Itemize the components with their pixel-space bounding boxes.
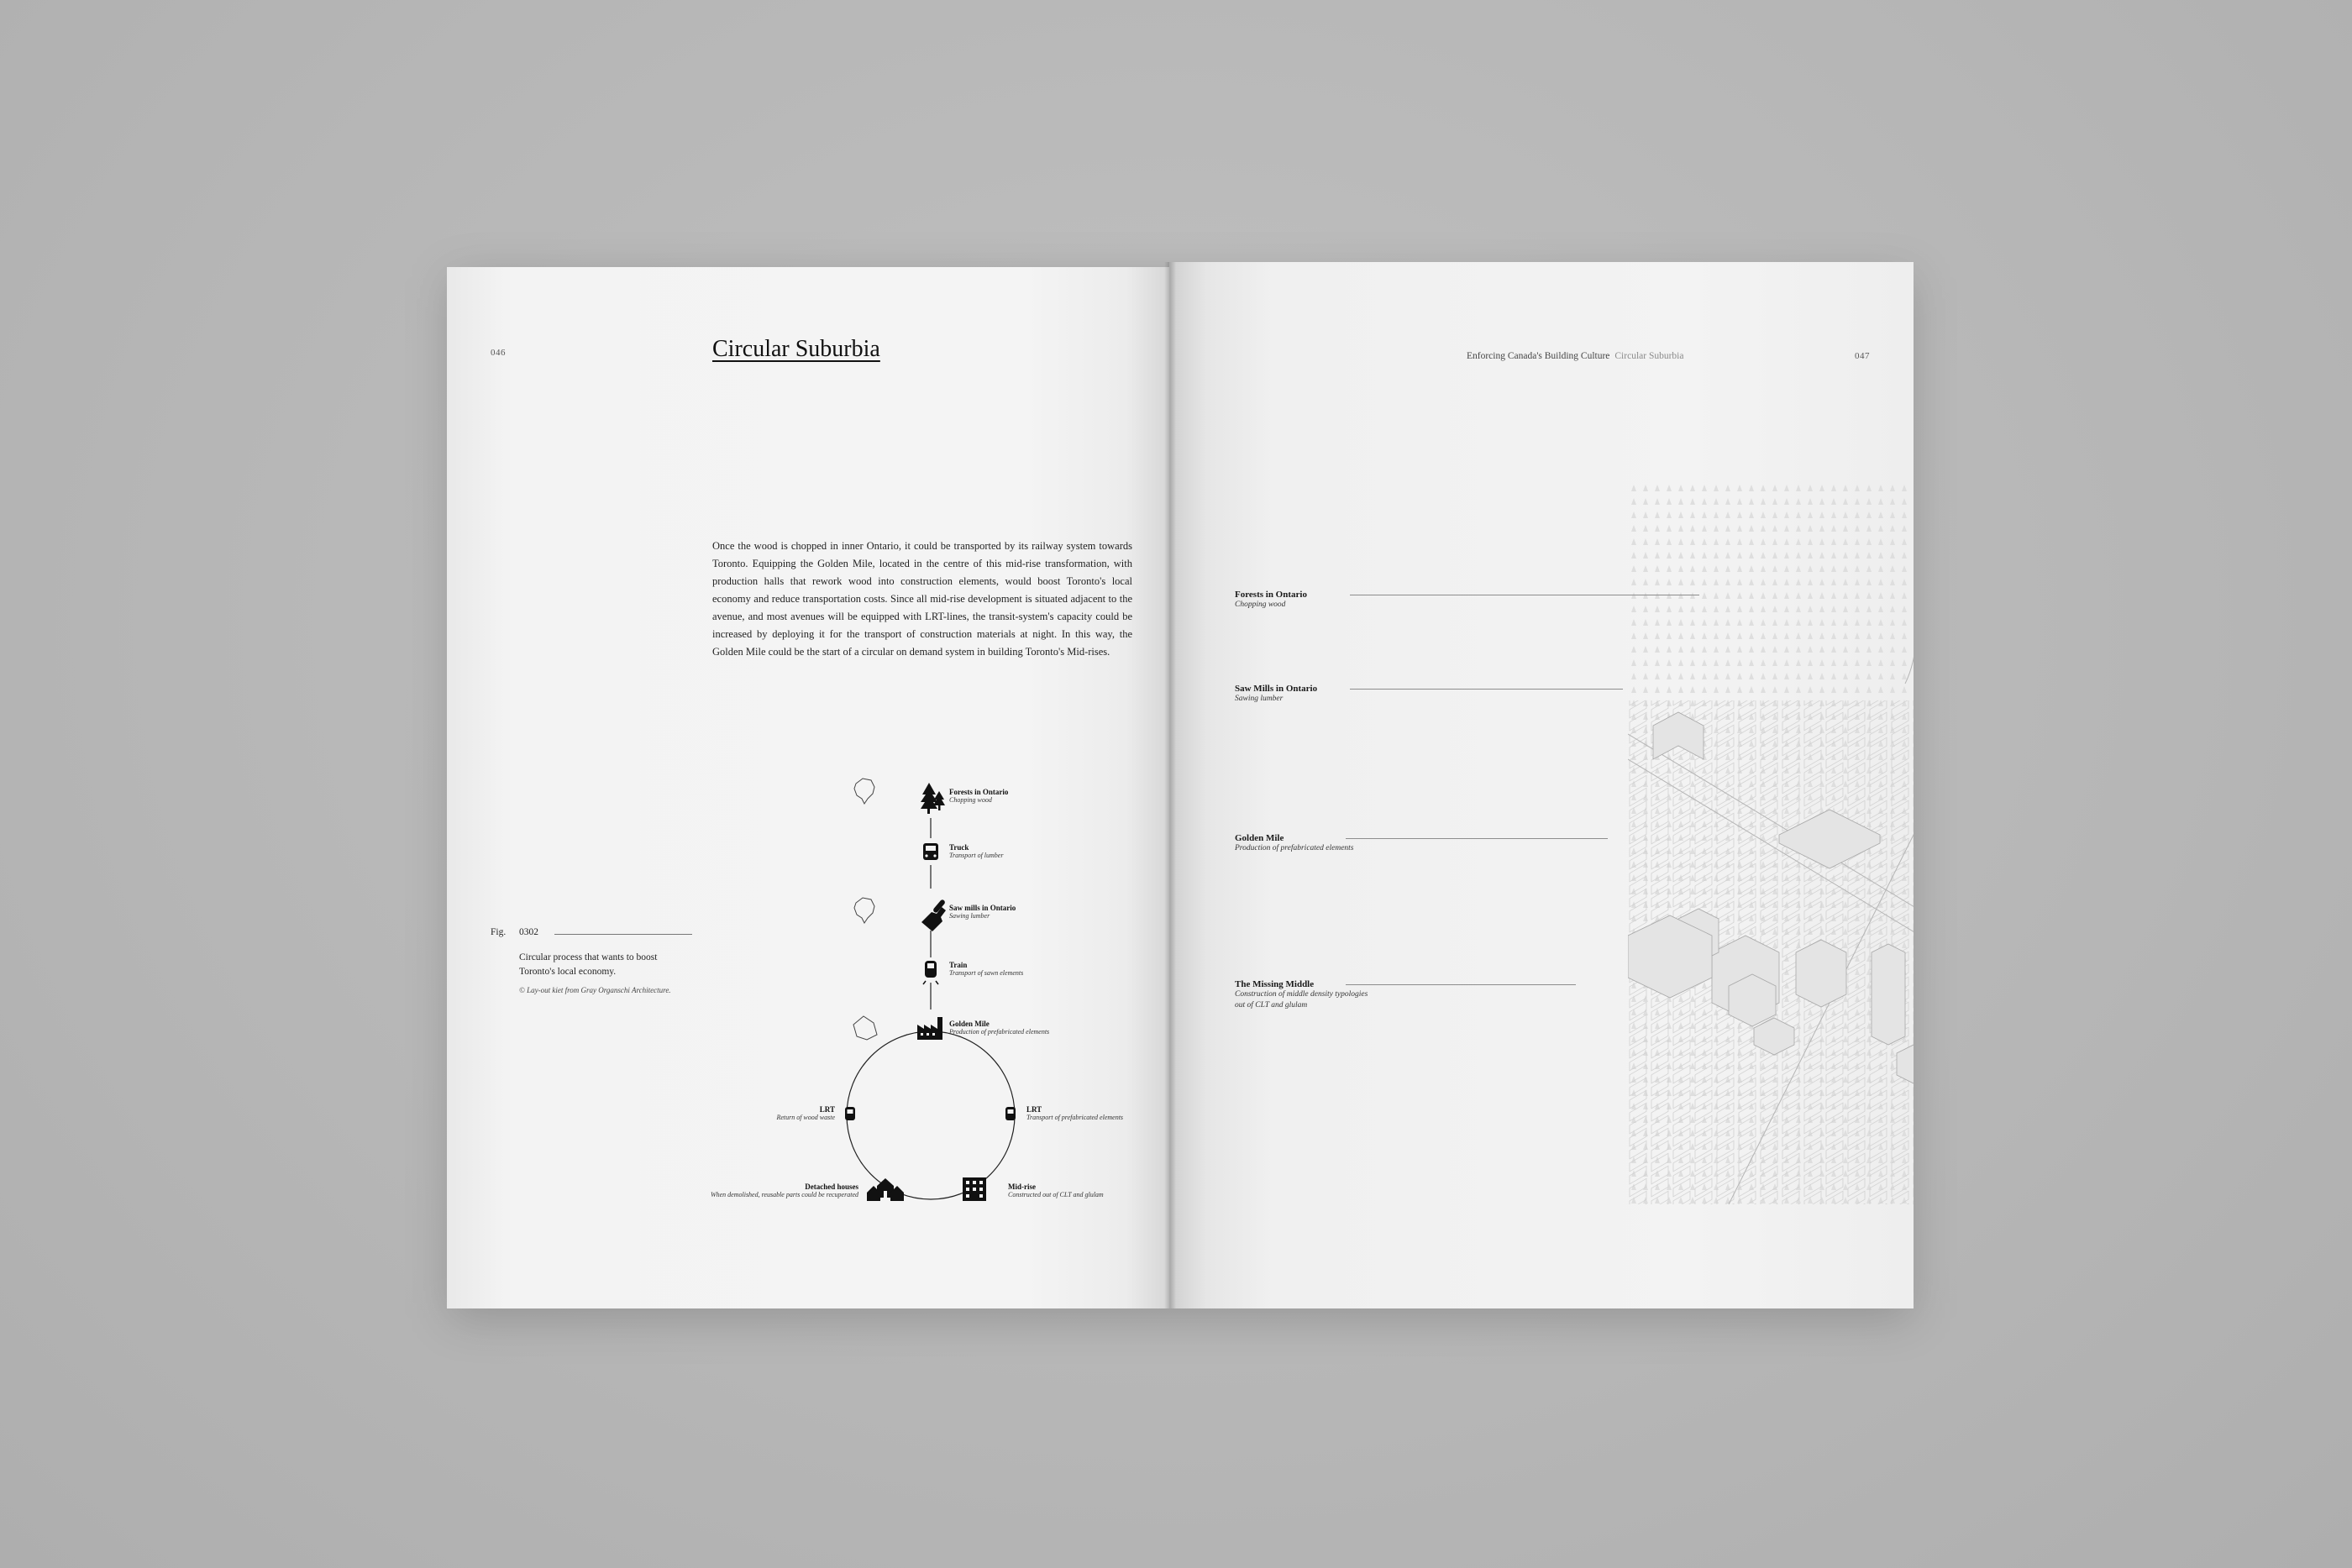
label-subtitle: Production of prefabricated elements xyxy=(1235,844,1354,852)
train-icon xyxy=(923,961,938,984)
diagram-node-detached-houses xyxy=(665,1183,858,1198)
node-subtitle: Transport of sawn elements xyxy=(949,969,1024,977)
node-title: LRT xyxy=(1026,1105,1042,1114)
diagram-node-train xyxy=(949,961,1023,977)
label-title: The Missing Middle xyxy=(1235,979,1315,989)
right-page xyxy=(1169,262,1914,1308)
circular-process-diagram xyxy=(447,267,1169,1308)
running-head-section: Circular Suburbia xyxy=(1614,351,1684,361)
label-forests xyxy=(1235,590,1307,611)
body-paragraph: Once the wood is chopped in inner Ontario, it could be transported by its railway system towards Toronto. Equipping the Golden Mile, located in the centre of this mid-rise transformation, with production halls that rework wood into construction elements, would boost Toronto's local economy and reduce transportation costs. Since all mid-rise development is situated adjacent to the avenue, and most avenues will be equipped with LRT-lines, the transit-system's capacity could be increased by deploying it for the transport of construction materials at night. In this way, the Golden Mile could be the start of a circular on demand system in building Toronto's Mid-rises. xyxy=(712,540,1132,658)
node-title: Golden Mile xyxy=(949,1020,990,1028)
node-title: Truck xyxy=(949,843,969,852)
page-number-left: 046 xyxy=(491,348,506,358)
tram-icon xyxy=(845,1107,855,1120)
diagram-node-midrise xyxy=(1008,1183,1104,1198)
houses-icon xyxy=(867,1178,904,1201)
diagram-node-lrt-return xyxy=(724,1105,835,1121)
label-missing-middle xyxy=(1235,979,1378,1011)
cycle-ring xyxy=(847,1031,1015,1199)
node-title: Saw mills in Ontario xyxy=(949,904,1016,912)
node-subtitle: Production of prefabricated elements xyxy=(949,1028,1050,1036)
node-subtitle: Transport of lumber xyxy=(949,852,1004,859)
node-title: LRT xyxy=(819,1105,835,1114)
truck-icon xyxy=(923,843,938,860)
page-title: Circular Suburbia xyxy=(712,336,880,362)
node-title: Forests in Ontario xyxy=(949,788,1009,796)
left-page xyxy=(447,267,1169,1308)
label-subtitle: Construction of middle density typologies out of CLT and glulam xyxy=(1235,990,1368,1009)
leader-line-sawmills xyxy=(1350,689,1623,690)
tram-icon xyxy=(1005,1107,1016,1120)
node-title: Mid-rise xyxy=(1008,1183,1036,1191)
label-title: Golden Mile xyxy=(1235,833,1284,843)
node-subtitle: Sawing lumber xyxy=(949,912,990,920)
label-subtitle: Sawing lumber xyxy=(1235,695,1284,703)
node-title: Train xyxy=(949,961,968,969)
page-number-right: 047 xyxy=(1855,351,1870,361)
figure-label: Fig. xyxy=(491,927,507,937)
label-sawmills xyxy=(1235,684,1317,705)
label-title: Saw Mills in Ontario xyxy=(1235,684,1318,694)
diagram-connectors xyxy=(847,818,1015,1199)
node-subtitle: Chopping wood xyxy=(949,796,992,804)
book-gutter xyxy=(1164,262,1176,1308)
trees-icon xyxy=(921,783,945,814)
figure-caption: Circular process that wants to boost Toronto's local economy. xyxy=(519,952,658,977)
diagram-node-forests xyxy=(949,788,1008,804)
running-head xyxy=(1467,351,1683,361)
figure-credit: © Lay-out kiet from Gray Organschi Architecture. xyxy=(519,986,671,994)
diagram-node-sawmills xyxy=(949,904,1016,920)
running-head-title: Enforcing Canada's Building Culture xyxy=(1467,351,1610,361)
figure-number: 0302 xyxy=(519,927,538,937)
diagram-node-truck xyxy=(949,843,1003,859)
diagram-node-lrt-transport xyxy=(1026,1105,1123,1121)
node-subtitle: When demolished, reusable parts could be recuperated xyxy=(710,1191,858,1198)
factory-icon xyxy=(917,1017,942,1040)
midrise-building-icon xyxy=(963,1177,986,1201)
chainsaw-icon xyxy=(921,899,946,931)
label-subtitle: Chopping wood xyxy=(1235,600,1286,609)
diagram-node-golden-mile xyxy=(949,1020,1049,1036)
node-subtitle: Transport of prefabricated elements xyxy=(1026,1114,1124,1121)
node-subtitle: Constructed out of CLT and glulam xyxy=(1008,1191,1104,1198)
node-title: Detached houses xyxy=(805,1183,858,1191)
leader-line-missing-middle xyxy=(1346,984,1576,985)
node-subtitle: Return of wood waste xyxy=(776,1114,835,1121)
toronto-map-icon xyxy=(853,1016,877,1040)
leader-line-golden-mile xyxy=(1346,838,1608,839)
aerial-city-drawing xyxy=(1628,482,1914,1204)
ontario-map-icon xyxy=(854,779,874,804)
ontario-map-icon xyxy=(854,898,874,923)
label-golden-mile xyxy=(1235,833,1354,854)
label-title: Forests in Ontario xyxy=(1235,590,1307,600)
